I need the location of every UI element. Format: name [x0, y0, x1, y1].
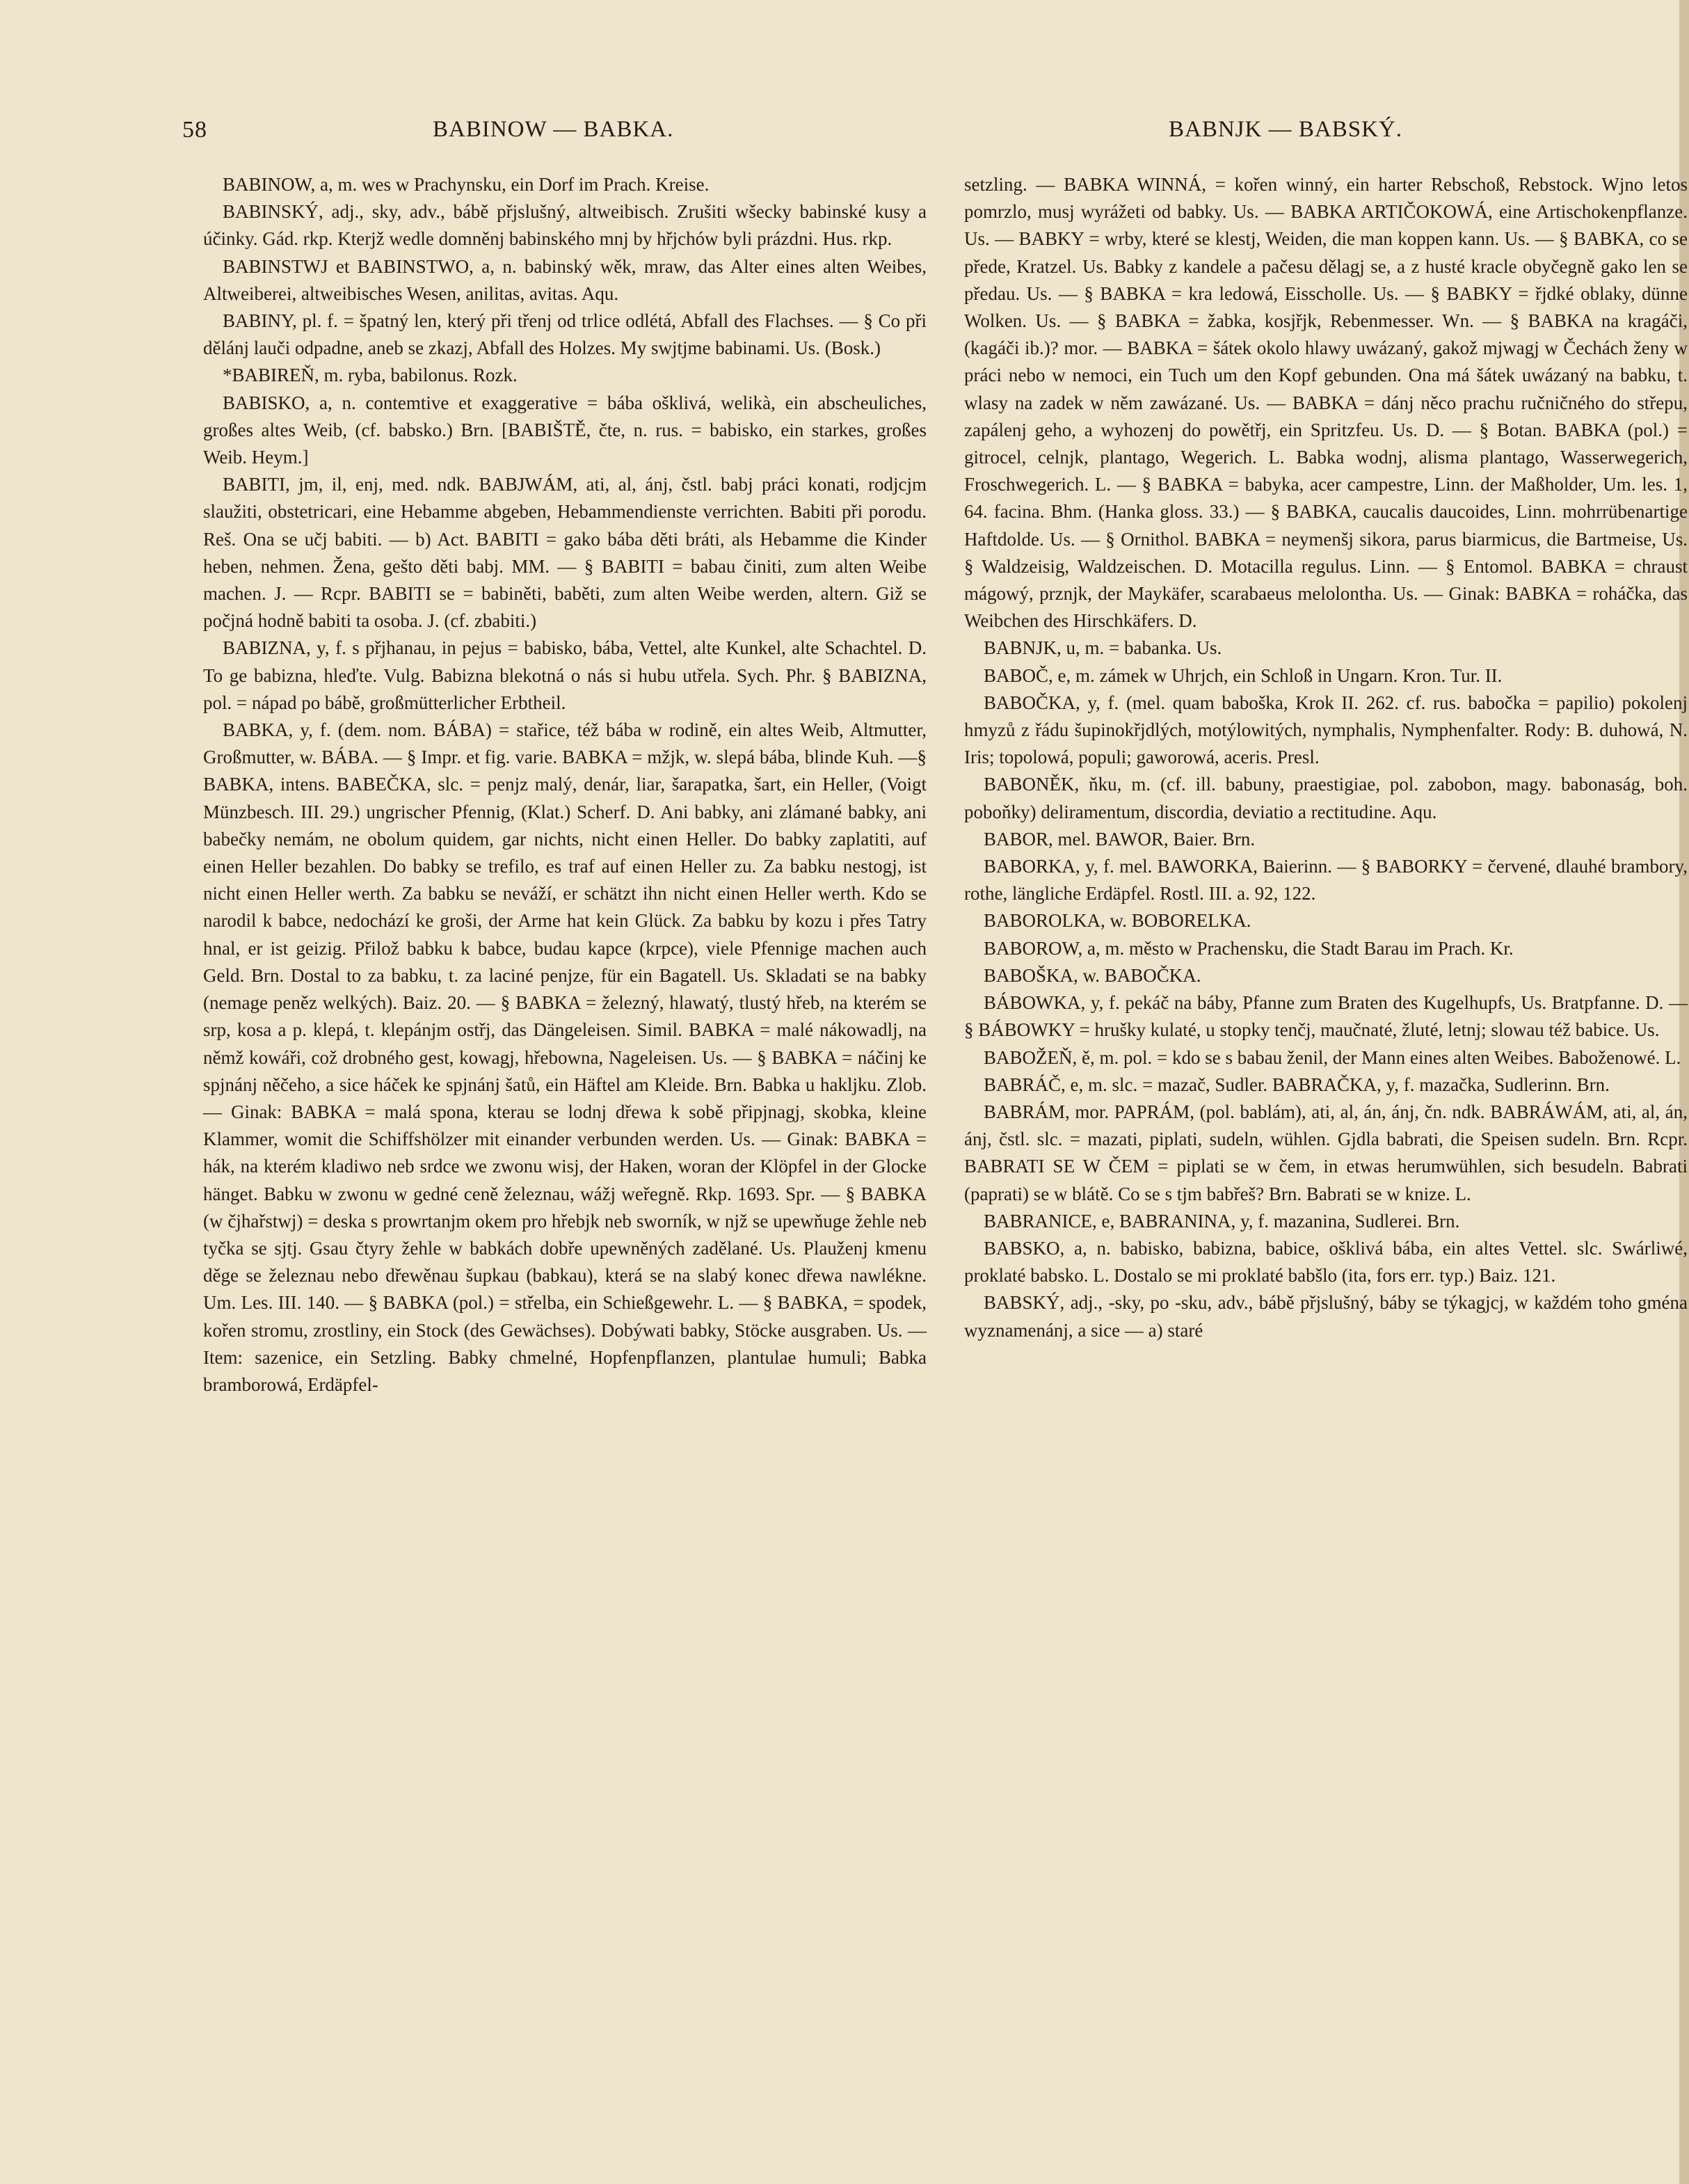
entry-babka-continued: setzling. — BABKA WINNÁ, = kořen winný, ein harter Rebschoß, Rebstock. Wjno letos pomrzlo, musj wyrážeti od babky. Us. — BABKA ARTIČOKOWÁ, eine Artischokenpflanze. Us. — BABKY = wrby, které se klestj, Weiden, die man koppen kann. Us. — § BABKA, co se přede, Kratzel. Us. Babky z kandele a pačesu dělagj se, a z husté kracle obyčegně gako len se předau. Us. — § BABKA = kra ledowá, Eisscholle. Us. — § BABKY = řjdké oblaky, dünne Wolken. Us. — § BABKA = žabka, kosjřjk, Rebenmesser. Wn. — § BABKA na kragáči, (kagáči ib.)? mor. — BABKA = šátek okolo hlawy uwázaný, gakož mjwagj w Čechách ženy w práci nebo w nemoci, ein Tuch um den Kopf gebunden. Ona má šátek uwázaný na babku, t. wlasy na zadek w něm zawázané. Us. — BABKA = dánj něco prachu ručničného do střepu, zapálenj geho, a wyhozenj do powětřj, ein Spritzfeu. Us. D. — § Botan. BABKA (pol.) = gitrocel, celnjk, plantago, Wegerich. L. Babka wodnj, alisma plantago, Wasserwegerich, Froschwegerich. L. — § BABKA = babyka, acer campestre, Linn. der Maßholder, Um. les. 1, 64. facina. Bhm. (Hanka gloss. 33.) — § BABKA, caucalis daucoides, Linn. mohrrübenartige Haftdolde. Us. — § Ornithol. BABKA = neymenšj sikora, parus biarmicus, die Bartmeise, Us. § Waldzeisig, Waldzeischen. D. Motacilla regulus. Linn. — § Entomol. BABKA = chraust mágowý, prznjk, der Maykäfer, scarabaeus melolontha. Us. — Ginak: BABKA = roháčka, das Weibchen des Hirschkäfers. D. — [964, 174, 1688, 632]
entry-babinstwj: BABINSTWJ et BABINSTWO, a, n. babinský wěk, mraw, das Alter eines alten Weibes, Altweiberei, altweibisches Wesen, anilitas, avitas. Aqu. — [203, 255, 927, 304]
entry-babrac: BABRÁČ, e, m. slc. = mazač, Sudler. BABRAČKA, y, f. mazačka, Sudlerinn. Brn. — [984, 1074, 1610, 1095]
entry-babisko: BABISKO, a, n. contemtive et exaggerative = bába ošklivá, welikà, ein abscheuliches, großes altes Weib, (cf. babsko.) Brn. [BABIŠTĚ, čte, n. rus. = babisko, ein starkes, großes Weib. Heym.] — [203, 392, 927, 468]
entry-babinow: BABINOW, a, m. wes w Prachynsku, ein Dorf im Prach. Kreise. — [223, 174, 710, 195]
entry-baborolka: BABOROLKA, w. BOBORELKA. — [984, 910, 1251, 932]
entry-babnjk: BABNJK, u, m. = babanka. Us. — [984, 637, 1222, 659]
entry-babiny: BABINY, pl. f. = špatný len, který při třenj od trlice odlétá, Abfall des Flachses. — § Co při dělánj lauči odpadne, aneb se zkazj, Abfall des Holzes. My swjtjme babinami. Us. (Bosk.) — [203, 310, 927, 359]
entry-babowka: BÁBOWKA, y, f. pekáč na báby, Pfanne zum Braten des Kugelhupfs, Us. Bratpfanne. D. — § BÁBOWKY = hrušky kulaté, u stopky tenčj, maučnaté, žluté, letnj; slowau též babice. Us. — [964, 992, 1688, 1041]
entry-baborka: BABORKA, y, f. mel. BAWORKA, Baierinn. — § BABORKY = červené, dlauhé brambory, rothe, längliche Erdäpfel. Rostl. III. a. 92, 122. — [964, 856, 1688, 904]
entry-babiren: *BABIREŇ, m. ryba, babilonus. Rozk. — [223, 365, 518, 386]
right-running-header: BABNJK — BABSKÝ. — [1169, 117, 1402, 142]
left-column — [203, 171, 927, 1398]
entry-babinsky: BABINSKÝ, adj., sky, adv., bábě přjslušný, altweibisch. Zrušiti wšecky babinské kusy a účinky. Gád. rkp. Kterjž wedle domněnj babinského mnj by hřjchów byli prázdni. Hus. rkp. — [203, 201, 927, 250]
entry-babranice: BABRANICE, e, BABRANINA, y, f. mazanina, Sudlerei. Brn. — [984, 1210, 1460, 1232]
entry-babor: BABOR, mel. BAWOR, Baier. Brn. — [984, 828, 1256, 850]
entry-babozen: BABOŽEŇ, ě, m. pol. = kdo se s babau ženil, der Mann eines alten Weibes. Baboženowé. L. — [984, 1046, 1681, 1068]
entry-babram: BABRÁM, mor. PAPRÁM, (pol. bablám), ati, al, án, ánj, čn. ndk. BABRÁWÁM, ati, al, án, ánj, čstl. slc. = mazati, piplati, sudeln, wühlen. Gjdla babrati, die Speisen sudeln. Brn. Rcpr. BABRATI SE W ČEM = piplati se w čem, in etwas herumwühlen, sich besudeln. Babrati (paprati) se w blátě. Co se s tjm babřeš? Brn. Babrati se w knize. L. — [964, 1101, 1688, 1204]
entry-babiti: BABITI, jm, il, enj, med. ndk. BABJWÁM, ati, al, ánj, čstl. babj práci konati, rodjcjm slaužiti, obstetricari, eine Hebamme abgeben, Hebammendienste verrichten. Babiti při porodu. Reš. Ona se učj babiti. — b) Act. BABITI = gako bába děti bráti, als Hebamme die Kinder heben, nehmen. Žena, gešto děti babj. MM. — § BABITI = babau činiti, zum alten Weibe machen. J. — Rcpr. BABITI se = babiněti, baběti, zum alten Weibe werden, altern. Giž se počjná hodně babiti ta osoba. J. (cf. zbabiti.) — [203, 474, 927, 632]
entry-baborow: BABOROW, a, m. město w Prachensku, die Stadt Barau im Prach. Kr. — [984, 937, 1514, 959]
entry-babizna: BABIZNA, y, f. s přjhanau, in pejus = babisko, bába, Vettel, alte Kunkel, alte Schachtel. D. To ge babizna, hleďte. Vulg. Babizna blekotná o nás si hubu utřela. Sych. Phr. § BABIZNA, pol. = nápad po bábě, großmütterlicher Erbtheil. — [203, 637, 927, 713]
left-running-header: BABINOW — BABKA. — [433, 117, 674, 142]
entry-babka: BABKA, y, f. (dem. nom. BÁBA) = stařice, též bába w rodině, ein altes Weib, Altmutter, Großmutter, w. BÁBA. — § Impr. et fig. varie. BABKA = mžjk, w. slepá bába, blinde Kuh. —§ BABKA, intens. BABEČKA, slc. = penjz malý, denár, liar, šarapatka, šart, ein Heller, (Voigt Münzbesch. III. 29.) ungrischer Pfennig, (Klat.) Scherf. D. Ani babky, ani zlámané babky, ani babečky nemám, ne obolum quidem, gar nichts, nicht einen Heller. Do babky zaplatiti, auf einen Heller bezahlen. Do babky se trefilo, es traf auf einen Heller zu. Za babku nestogj, ist nicht einen Heller werth. Za babku se neváží, er schätzt ihn nicht einen Heller werth. Kdo se narodil k babce, nedochází ke groši, der Arme hat kein Glück. Za babku by kozu i přes Tatry hnal, er ist geizig. Přilož babku k babce, budau kapce (krpce), viele Pfennige machen auch Geld. Brn. Dostal to za babku, t. za laciné penjze, für ein Bagatell. Us. Skladati se na babky (nemage peněz welkých). Baiz. 20. — § BABKA = železný, hlawatý, tlustý hřeb, na kterém se srp, kosa a p. klepá, t. klepánjm ostřj, das Dängeleisen. Simil. BABKA = malé nákowadlj, na němž kowáři, což drobného gest, kowagj, hřebowna, Nageleisen. Us. — § BABKA = náčinj ke spjnánj něčeho, a sice háček ke spjnánj šatů, ein Häftel am Kleide. Brn. Babka u hakljku. Zlob. — Ginak: BABKA = malá spona, kterau se lodnj dřewa k sobě připjnagj, skobka, kleine Klammer, womit die Schiffshölzer mit einander verbunden werden. Us. — Ginak: BABKA = hák, na kterém kladiwo neb srdce we zwonu wisj, der Haken, woran der Klöpfel in der Glocke hänget. Babku w zwonu w gedné ceně železnau, wážj weřegně. Rkp. 1693. Spr. — § BABKA (w čjhařstwj) = deska s prowrtanjm okem pro hřebjk neb sworník, w njž se upewňuge žehle neb tyčka se sjtj. Gsau čtyry žehle w babkách dobře upewněných zadělané. Us. Plauženj kmenu děge se železnau nebo dřewěnau šupkau (babkau), která se na slabý konec dřewa nawlékne. Um. Les. III. 140. — § BABKA (pol.) = střelba, ein Schießgewehr. L. — § BABKA, = spodek, kořen stromu, zrostliny, ein Stock (des Gewächses). Dobýwati babky, Stöcke ausgraben. Us. — Item: sazenice, ein Setzling. Babky chmelné, Hopfenpflanzen, plantulae humuli; Babka bramborowá, Erdäpfel- — [203, 719, 927, 1395]
entry-babocka: BABOČKA, y, f. (mel. quam baboška, Krok II. 262. cf. rus. babočka = papilio) pokolenj hmyzů z řádu šupinokřjdlých, motýlowitých, nymphalis, Nymphenfalter. Rody: B. duhowá, N. Iris; topolowá, populi; gaworowá, aceris. Presl. — [964, 692, 1688, 768]
entry-baboc: BABOČ, e, m. zámek w Uhrjch, ein Schloß in Ungarn. Kron. Tur. II. — [984, 664, 1503, 686]
entry-babonek: BABONĚK, ňku, m. (cf. ill. babuny, praestigiae, pol. zabobon, magy. babonaság, boh. poboňky) deliramentum, discordia, deviatio a rectitudine. Aqu. — [964, 774, 1688, 822]
right-column — [964, 171, 1688, 1344]
page-number: 58 — [182, 117, 207, 143]
entry-babsky: BABSKÝ, adj., -sky, po -sku, adv., bábě přjslušný, báby se týkagjcj, w každém toho gména wyznamenánj, a sice — a) staré — [964, 1292, 1688, 1341]
entry-babsko: BABSKO, a, n. babisko, babizna, babice, ošklivá bába, ein altes Vettel. slc. Swárliwé, proklaté babsko. L. Dostalo se mi proklaté babšlo (ita, fors err. typ.) Baiz. 121. — [964, 1237, 1688, 1286]
entry-baboska: BABOŠKA, w. BABOČKA. — [984, 964, 1201, 986]
